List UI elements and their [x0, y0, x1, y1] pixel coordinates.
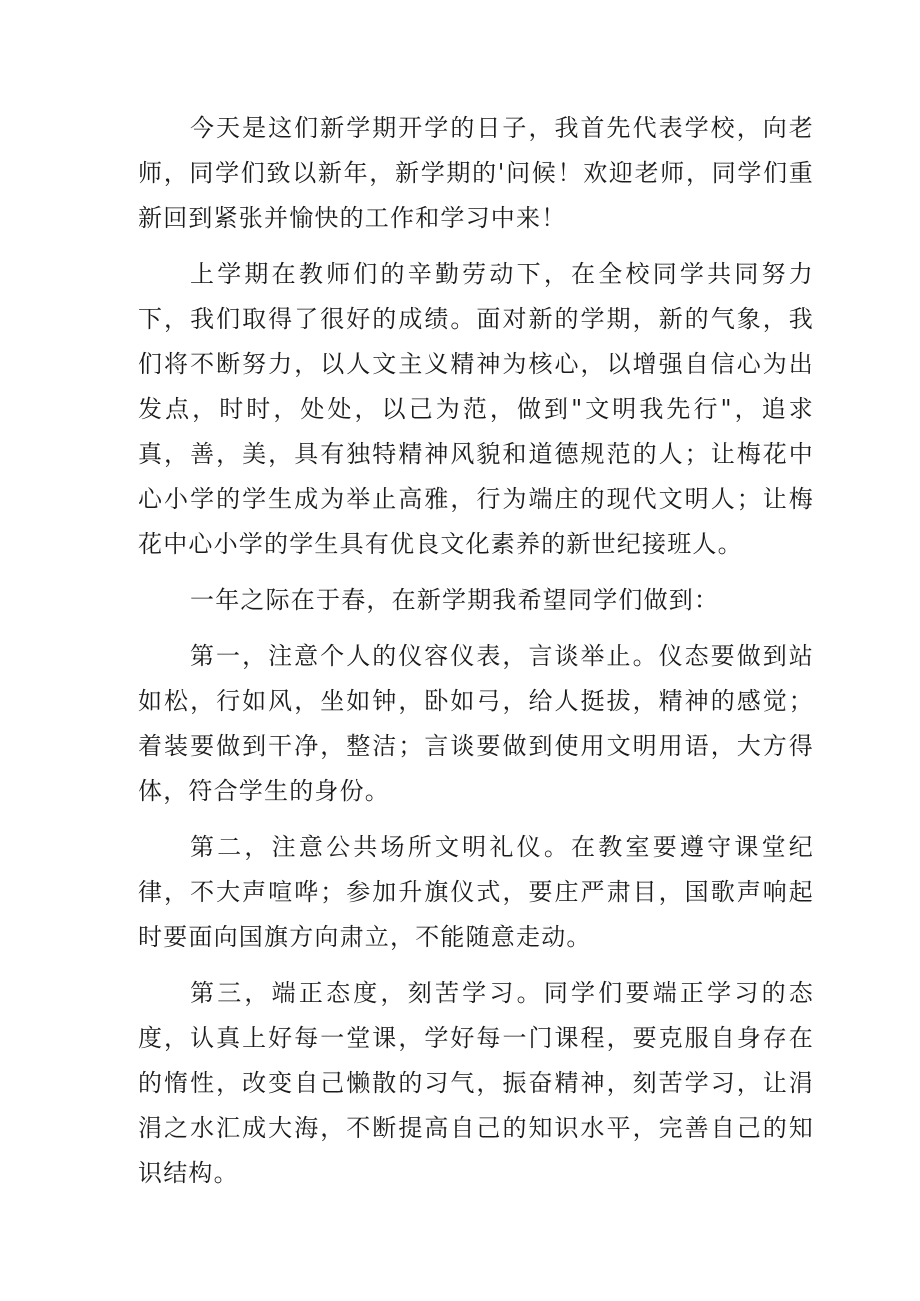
paragraph-last-semester-review: 上学期在教师们的辛勤劳动下，在全校同学共同努力下，我们取得了很好的成绩。面对新的学期，新的气象，我们将不断努力，以人文主义精神为核心，以增强自信心为出发点，时时，处处，以己为范，做到"文明我先行"，追求真，善，美，具有独特精神风貌和道德规范的人；让梅花中心小学的学生成为举止高雅，行为端庄的现代文明人；让梅花中心小学的学生具有优良文化素养的新世纪接班人。	[138, 260, 814, 558]
paragraph-opening-greeting: 今天是这们新学期开学的日子，我首先代表学校，向老师，同学们致以新年，新学期的'问候！欢迎老师，同学们重新回到紧张并愉快的工作和学习中来！	[138, 114, 814, 232]
document-body	[138, 106, 814, 1207]
paragraph-point-two: 第二，注意公共场所文明礼仪。在教室要遵守课堂纪律，不大声喧哗；参加升旗仪式，要庄严肃目，国歌声响起时要面向国旗方向肃立，不能随意走动。	[138, 833, 814, 951]
paragraph-point-one: 第一，注意个人的仪容仪表，言谈举止。仪态要做到站如松，行如风，坐如钟，卧如弓，给人挺拔，精神的感觉；着装要做到干净，整洁；言谈要做到使用文明用语，大方得体，符合学生的身份。	[138, 642, 814, 805]
paragraph-point-three: 第三，端正态度，刻苦学习。同学们要端正学习的态度，认真上好每一堂课，学好每一门课程，要克服自身存在的惰性，改变自己懒散的习气，振奋精神，刻苦学习，让涓涓之水汇成大海，不断提高自己的知识水平，完善自己的知识结构。	[138, 979, 814, 1187]
paragraph-new-semester-hopes: 一年之际在于春，在新学期我希望同学们做到：	[190, 586, 720, 614]
